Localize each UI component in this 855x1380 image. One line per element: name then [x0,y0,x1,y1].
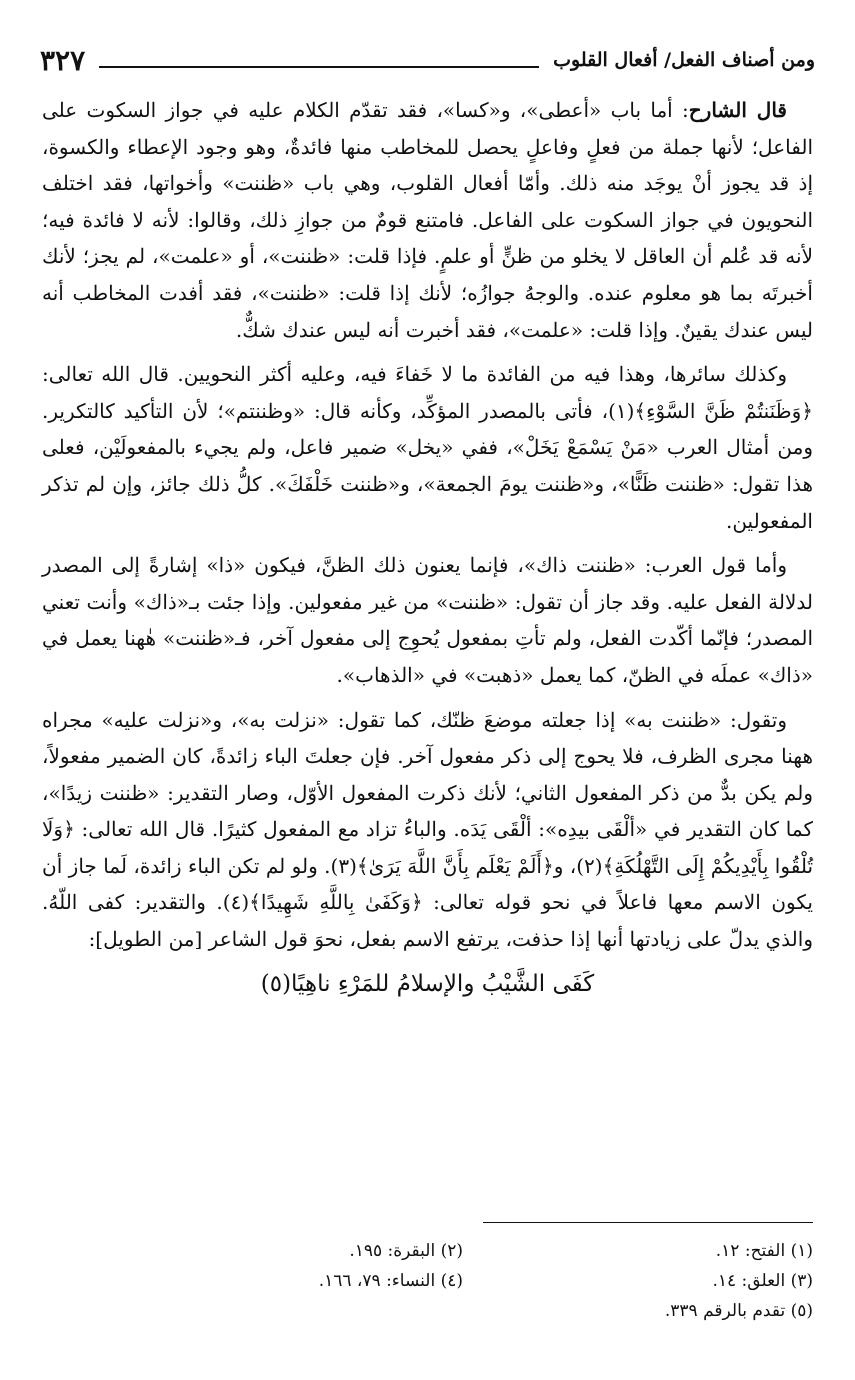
footnote: (٣) العلق: ١٤. [712,1271,813,1291]
footnote-row [42,1266,813,1296]
speaker-label: قال الشارح [688,98,787,122]
header-rule [99,66,539,68]
paragraph-text: : أما باب «أعطى»، و«كسا»، فقد تقدّم الكلام عليه في جواز السكوت على الفاعل؛ لأنها جملة من فعلٍ وفاعلٍ يحصل للمخاطب منها فائدةٌ، وهو وجود الإعطاء والكسوة، إذ قد يجوز أنْ يوجَد منه ذلك. وأمّا أفعال القلوب، وهي باب «ظننت» وأخواتها، فقد اختلف النحويون في جواز السكوت على الفاعل. فامتنع قومٌ من جوازِ ذلك، وقالوا: لأنه لا فائدة فيه؛ لأنه قد عُلم أن العاقل لا يخلو من ظنٍّ أو علمٍ. فإذا قلت: «ظننت»، أو «علمت»، لم يجز؛ لأنك أخبرتَه بما هو معلوم عنده. والوجهُ جوازُه؛ لأنك إذا قلت: «ظننت»، فقد أفدت المخاطب أنه ليس عندك يقينٌ. وإذا قلت: «علمت»، فقد أخبرت أنه ليس عندك شكٌّ. [42,98,813,342]
footnote-separator [483,1222,813,1223]
footnote-row [42,1296,813,1326]
paragraph: وأما قول العرب: «ظننت ذاك»، فإنما يعنون ذلك الظنَّ، فيكون «ذا» إشارةً إلى المصدر لدلالة الفعل عليه. وقد جاز أن تقول: «ظننت» من غير مفعولين. وإذا جئت بـ«ذاك» وأنت تعني المصدر؛ فإنّما أكّدت الفعل، ولم تأتِ بمفعول يُحوِج إلى مفعول آخر، فـ«ظننت» هٰهنا يعمل في «ذاك» عملَه في الظنّ، كما يعمل «ذهبت» في «الذهاب». [42,553,813,687]
paragraph: وتقول: «ظننت به» إذا جعلته موضعَ ظنّك، كما تقول: «نزلت به»، و«نزلت عليه» مجراه ههنا مجرى الظرف، فلا يحوج إلى ذكر مفعول آخر. فإن جعلتَ الباء زائدةً، كان الضمير مفعولاً، ولم يكن بدٌّ من ذكر المفعول الثاني؛ لأنك ذكرت المفعول الأوّل، وصار التقدير: «ظننت زيدًا»، كما كان التقدير في «ألْقَى بيدِه»: ألْقَى يَدَه. والباءُ تزاد مع المفعول كثيرًا. قال الله تعالى: ﴿وَلَا تُلْقُوا بِأَيْدِيكُمْ إِلَى التَّهْلُكَةِ﴾(٢)، و﴿أَلَمْ يَعْلَم بِأَنَّ اللَّهَ يَرَىٰ﴾(٣). ولو لم تكن الباء زائدة، لَما جاز أن يكون الاسم معها فاعلاً في نحو قوله تعالى: ﴿وَكَفَىٰ بِاللَّهِ شَهِيدًا﴾(٤). والتقدير: كفى اللّهُ. والذي يدلّ على زيادتها أنها إذا حذفت، يرتفع الاسم بفعل، نحوَ قول الشاعر [من الطويل]: [42,707,814,952]
paragraph: وكذلك سائرها، وهذا فيه من الفائدة ما لا خَفاءَ فيه، وعليه أكثر النحويين. قال الله تعالى: ﴿وَظَنَنتُمْ ظَنَّ السَّوْءِ﴾(١)، فأتى بالمصدر المؤكِّد، وكأنه قال: «وظننتم»؛ لأن التأكيد كالتكرير. ومن أمثال العرب «مَنْ يَسْمَعْ يَخَلْ»، ففي «يخل» ضمير فاعل، ولم يجيء بالمفعولَيْن، فعلى هذا تقول: «ظننت ظَنًّا»، و«ظننت يومَ الجمعة»، و«ظننت خَلْفَكَ». كلُّ ذلك جائز، وإن لم تذكر المفعولين. [42,362,813,533]
footnote: (١) الفتح: ١٢. [715,1241,813,1261]
footnotes [42,1236,813,1326]
poetry-verse: كَفَى الشَّيْبُ والإسلامُ للمَرْءِ ناهِيًا(٥) [260,970,595,997]
footnote: (٢) البقرة: ١٩٥. [349,1241,463,1261]
running-title: ومن أصناف الفعل/ أفعال القلوب [553,49,815,71]
footnote: (٤) النساء: ٧٩، ١٦٦. [318,1271,463,1291]
footnote-row [42,1236,813,1266]
footnote: (٥) تقدم بالرقم ٣٣٩. [664,1301,813,1321]
running-header [40,40,815,80]
main-text [42,92,813,1002]
paragraph [42,92,813,348]
page-number: ٣٢٧ [40,43,86,77]
